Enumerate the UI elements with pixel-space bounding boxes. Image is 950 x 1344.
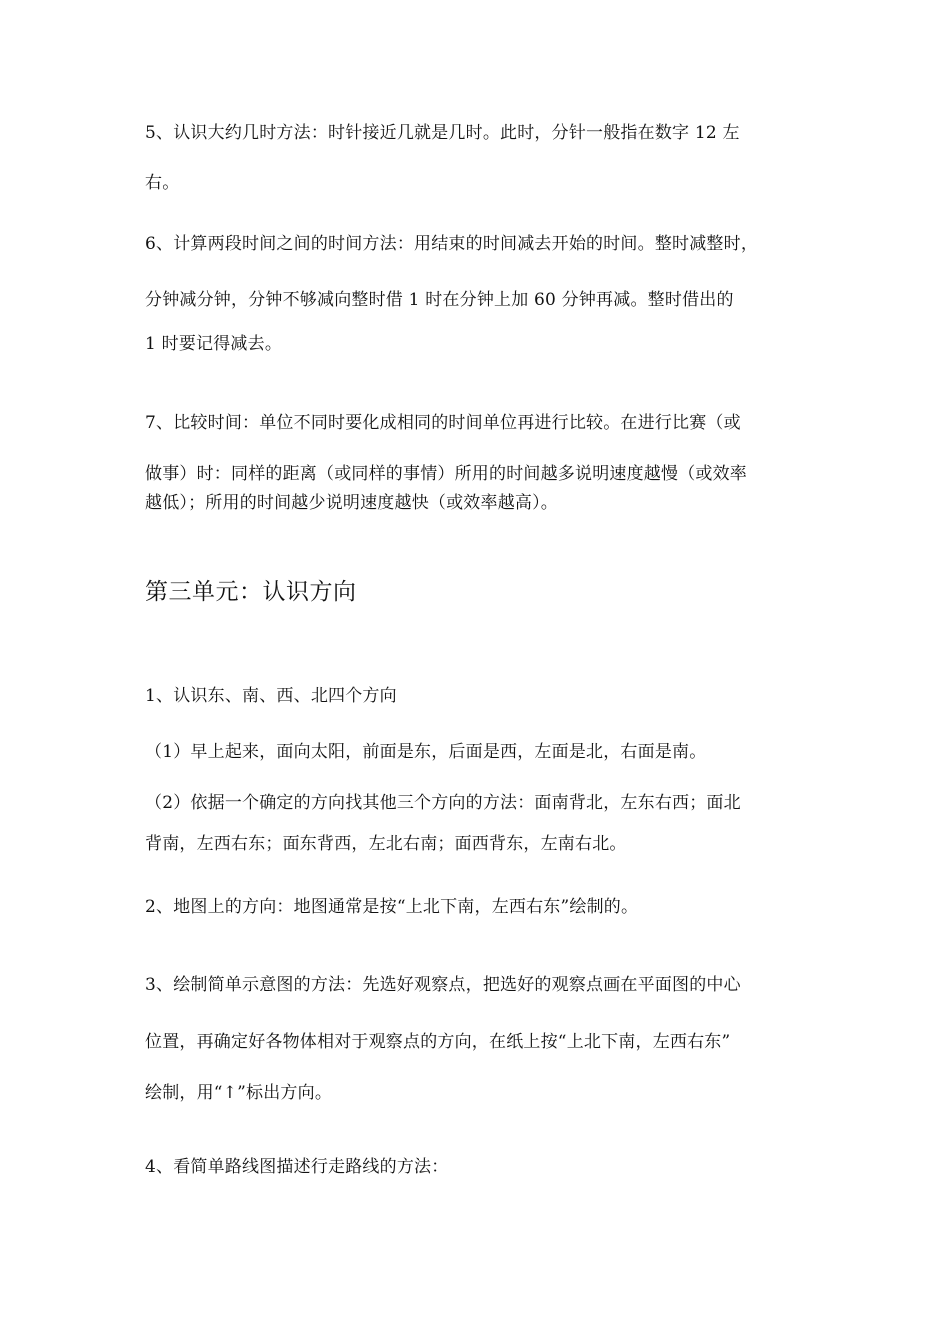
text-line-item7-cont2: 越低）；所用的时间越少说明速度越快（或效率越高）。 (145, 493, 558, 513)
text-line-item6: 6、计算两段时间之间的时间方法：用结束的时间减去开始的时间。整时减整时， (145, 234, 759, 254)
section-heading: 第三单元：认识方向 (145, 579, 357, 605)
text-line-sub2: 2、地图上的方向：地图通常是按“上北下南，左西右东”绘制的。 (145, 897, 639, 917)
text-line-item5: 5、认识大约几时方法：时针接近几就是几时。此时，分针一般指在数字 12 左 (145, 123, 740, 143)
text-line-item7-cont1: 做事）时：同样的距离（或同样的事情）所用的时间越多说明速度越慢（或效率 (145, 464, 747, 484)
text-line-sub1-1: （1）早上起来，面向太阳，前面是东，后面是西，左面是北，右面是南。 (145, 742, 707, 762)
text-line-sub1-2: （2）依据一个确定的方向找其他三个方向的方法：面南背北，左东右西；面北 (145, 793, 741, 813)
text-line-item7: 7、比较时间：单位不同时要化成相同的时间单位再进行比较。在进行比赛（或 (145, 413, 741, 433)
text-line-item6-cont1: 分钟减分钟，分钟不够减向整时借 1 时在分钟上加 60 分钟再减。整时借出的 (145, 290, 734, 310)
text-line-item6-cont2: 1 时要记得减去。 (145, 334, 283, 354)
text-line-item5-cont: 右。 (145, 173, 180, 193)
text-line-sub3: 3、绘制简单示意图的方法：先选好观察点，把选好的观察点画在平面图的中心 (145, 975, 741, 995)
text-line-sub1-2-cont: 背南，左西右东；面东背西，左北右南；面西背东，左南右北。 (145, 834, 627, 854)
text-line-sub1: 1、认识东、南、西、北四个方向 (145, 686, 397, 706)
text-line-sub3-cont2: 绘制，用“↑”标出方向。 (145, 1083, 333, 1103)
text-line-sub4: 4、看简单路线图描述行走路线的方法： (145, 1157, 449, 1177)
text-line-sub3-cont1: 位置，再确定好各物体相对于观察点的方向，在纸上按“上北下南，左西右东” (145, 1032, 731, 1052)
